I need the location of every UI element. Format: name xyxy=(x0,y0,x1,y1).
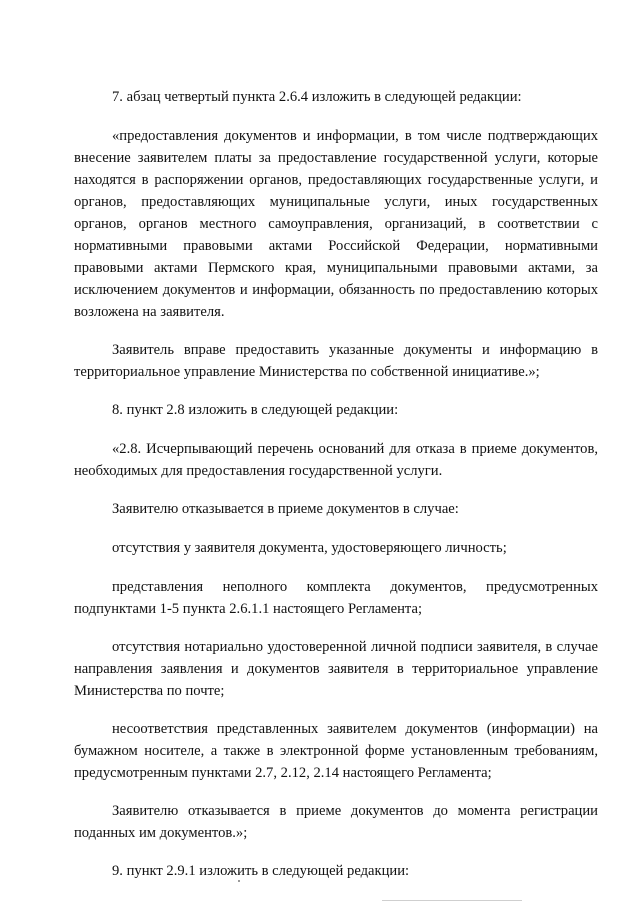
paragraph-item-7-heading: 7. абзац четвертый пункта 2.6.4 изложить в следующей редакции: xyxy=(112,89,522,105)
paragraph-nonconformity: несоответствия представленных заявителем документов (информации) на бумажном носителе, а также в электронной форме установленным требованиям, предусмотренным пунктами 2.7, 2.12, 2.14 настоящего Регламента; xyxy=(74,721,598,781)
paragraph-item-9-heading: 9. пункт 2.9.1 изложить в следующей редакции: xyxy=(112,863,410,879)
paragraph-incomplete-set: представления неполного комплекта документов, предусмотренных подпунктами 1-5 пункта 2.6.1.1 настоящего Регламента; xyxy=(74,579,598,617)
paragraph-documents-information: «предоставления документов и информации, в том числе подтверждающих внесение заявителем платы за предоставление государственной услуги, которые находятся в распоряжении органов, предоставляющих государственные услуги, и органов, предоставляющих муниципальные услуги, иных государственных органов, органов местного самоуправления, организаций, в соответствии с нормативными правовыми актами Российской Федерации, нормативными правовыми актами Пермского края, муниципальными правовыми актами, за исключением документов и информации, обязанность по предоставлению которых возложена на заявителя. xyxy=(74,128,598,320)
paragraph-item-8-heading: 8. пункт 2.8 изложить в следующей редакции: xyxy=(112,402,399,418)
paragraph-refusal-cases: Заявителю отказывается в приеме документов в случае: xyxy=(112,501,459,517)
paragraph-no-id-document: отсутствия у заявителя документа, удостоверяющего личность; xyxy=(112,540,507,556)
paragraph-applicant-right: Заявитель вправе предоставить указанные документы и информацию в территориальное управление Министерства по собственной инициативе.»; xyxy=(74,342,598,380)
document-body xyxy=(74,86,598,899)
paragraph-2-8-list-intro: «2.8. Исчерпывающий перечень оснований для отказа в приеме документов, необходимых для предоставления государственной услуги. xyxy=(74,441,598,479)
paragraph-no-notary-signature: отсутствия нотариально удостоверенной личной подписи заявителя, в случае направления заявления и документов заявителя в территориальное управление Министерства по почте; xyxy=(74,639,598,699)
paragraph-refusal-before-registration: Заявителю отказывается в приеме документов до момента регистрации поданных им документов.»; xyxy=(74,803,598,841)
bottom-edge-line xyxy=(382,900,522,901)
scan-speck xyxy=(238,880,240,882)
